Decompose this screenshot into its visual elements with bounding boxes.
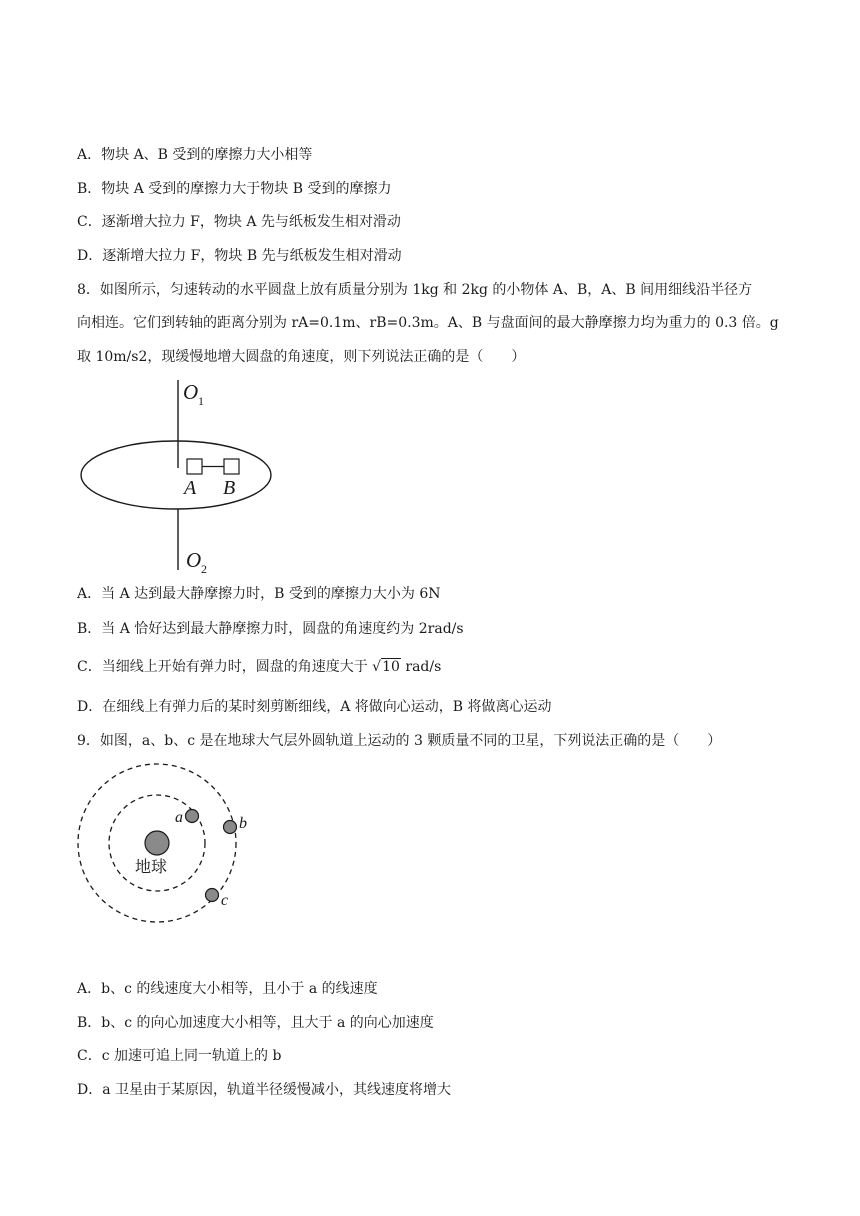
q9-stem: 9．如图，a、b、c 是在地球大气层外圆轨道上运动的 3 颗质量不同的卫星，下列说法正确的是（ ） bbox=[77, 733, 722, 749]
q8-option-c: C．当细线上开始有弹力时，圆盘的角速度大于 √10 rad/s bbox=[77, 659, 442, 675]
label-earth: 地球 bbox=[135, 857, 168, 876]
q8-stem-line1: 8．如图所示，匀速转动的水平圆盘上放有质量分别为 1kg 和 2kg 的小物体 A、B，A、B 间用细线沿半径方 bbox=[77, 282, 753, 298]
q8-option-d: D．在细线上有弹力后的某时刻剪断细线，A 将做向心运动，B 将做离心运动 bbox=[77, 699, 552, 715]
q8-figure-disc bbox=[70, 375, 290, 580]
label-b: B bbox=[223, 477, 236, 499]
q8-stem-line3: 取 10m/s2，现缓慢地增大圆盘的角速度，则下列说法正确的是（ ） bbox=[77, 349, 526, 365]
label-o2-subscript: 2 bbox=[201, 562, 207, 576]
q9-option-b: B．b、c 的向心加速度大小相等，且大于 a 的向心加速度 bbox=[77, 1015, 434, 1031]
q8-option-a: A．当 A 达到最大静摩擦力时，B 受到的摩擦力大小为 6N bbox=[77, 586, 441, 602]
q8-option-b: B．当 A 恰好达到最大静摩擦力时，圆盘的角速度约为 2rad/s bbox=[77, 621, 464, 637]
q7-option-a: A．物块 A、B 受到的摩擦力大小相等 bbox=[77, 147, 313, 163]
q9-option-c: C．c 加速可追上同一轨道上的 b bbox=[77, 1048, 282, 1064]
label-o1: O bbox=[183, 380, 199, 404]
q9-option-d: D．a 卫星由于某原因，轨道半径缓慢减小，其线速度将增大 bbox=[77, 1082, 452, 1098]
satellite-b-icon bbox=[224, 821, 237, 834]
earth-icon bbox=[145, 831, 169, 855]
q7-option-b: B．物块 A 受到的摩擦力大于物块 B 受到的摩擦力 bbox=[77, 181, 392, 197]
q7-option-c: C．逐渐增大拉力 F，物块 A 先与纸板发生相对滑动 bbox=[77, 214, 401, 230]
q9-option-a: A．b、c 的线速度大小相等，且小于 a 的线速度 bbox=[77, 981, 378, 997]
satellite-c-icon bbox=[206, 889, 219, 902]
disc-ellipse bbox=[81, 441, 271, 509]
satellite-a-icon bbox=[186, 810, 199, 823]
block-b bbox=[224, 459, 239, 474]
label-a: A bbox=[184, 477, 197, 499]
label-satellite-a: a bbox=[175, 809, 183, 826]
label-satellite-b: b bbox=[239, 815, 247, 832]
label-satellite-c: c bbox=[221, 892, 229, 909]
label-o1-subscript: 1 bbox=[198, 394, 204, 408]
sqrt-expression: √10 bbox=[372, 659, 400, 675]
q8-stem-line2: 向相连。它们到转轴的距离分别为 rA=0.1m、rB=0.3m。A、B 与盘面间的最大静摩擦力均为重力的 0.3 倍。g bbox=[77, 315, 779, 331]
sqrt-radicand: 10 bbox=[382, 659, 400, 675]
q9-figure-orbits bbox=[75, 760, 275, 935]
label-o2: O bbox=[186, 548, 202, 572]
q7-option-d: D．逐渐增大拉力 F，物块 B 先与纸板发生相对滑动 bbox=[77, 248, 402, 264]
block-a bbox=[187, 459, 202, 474]
